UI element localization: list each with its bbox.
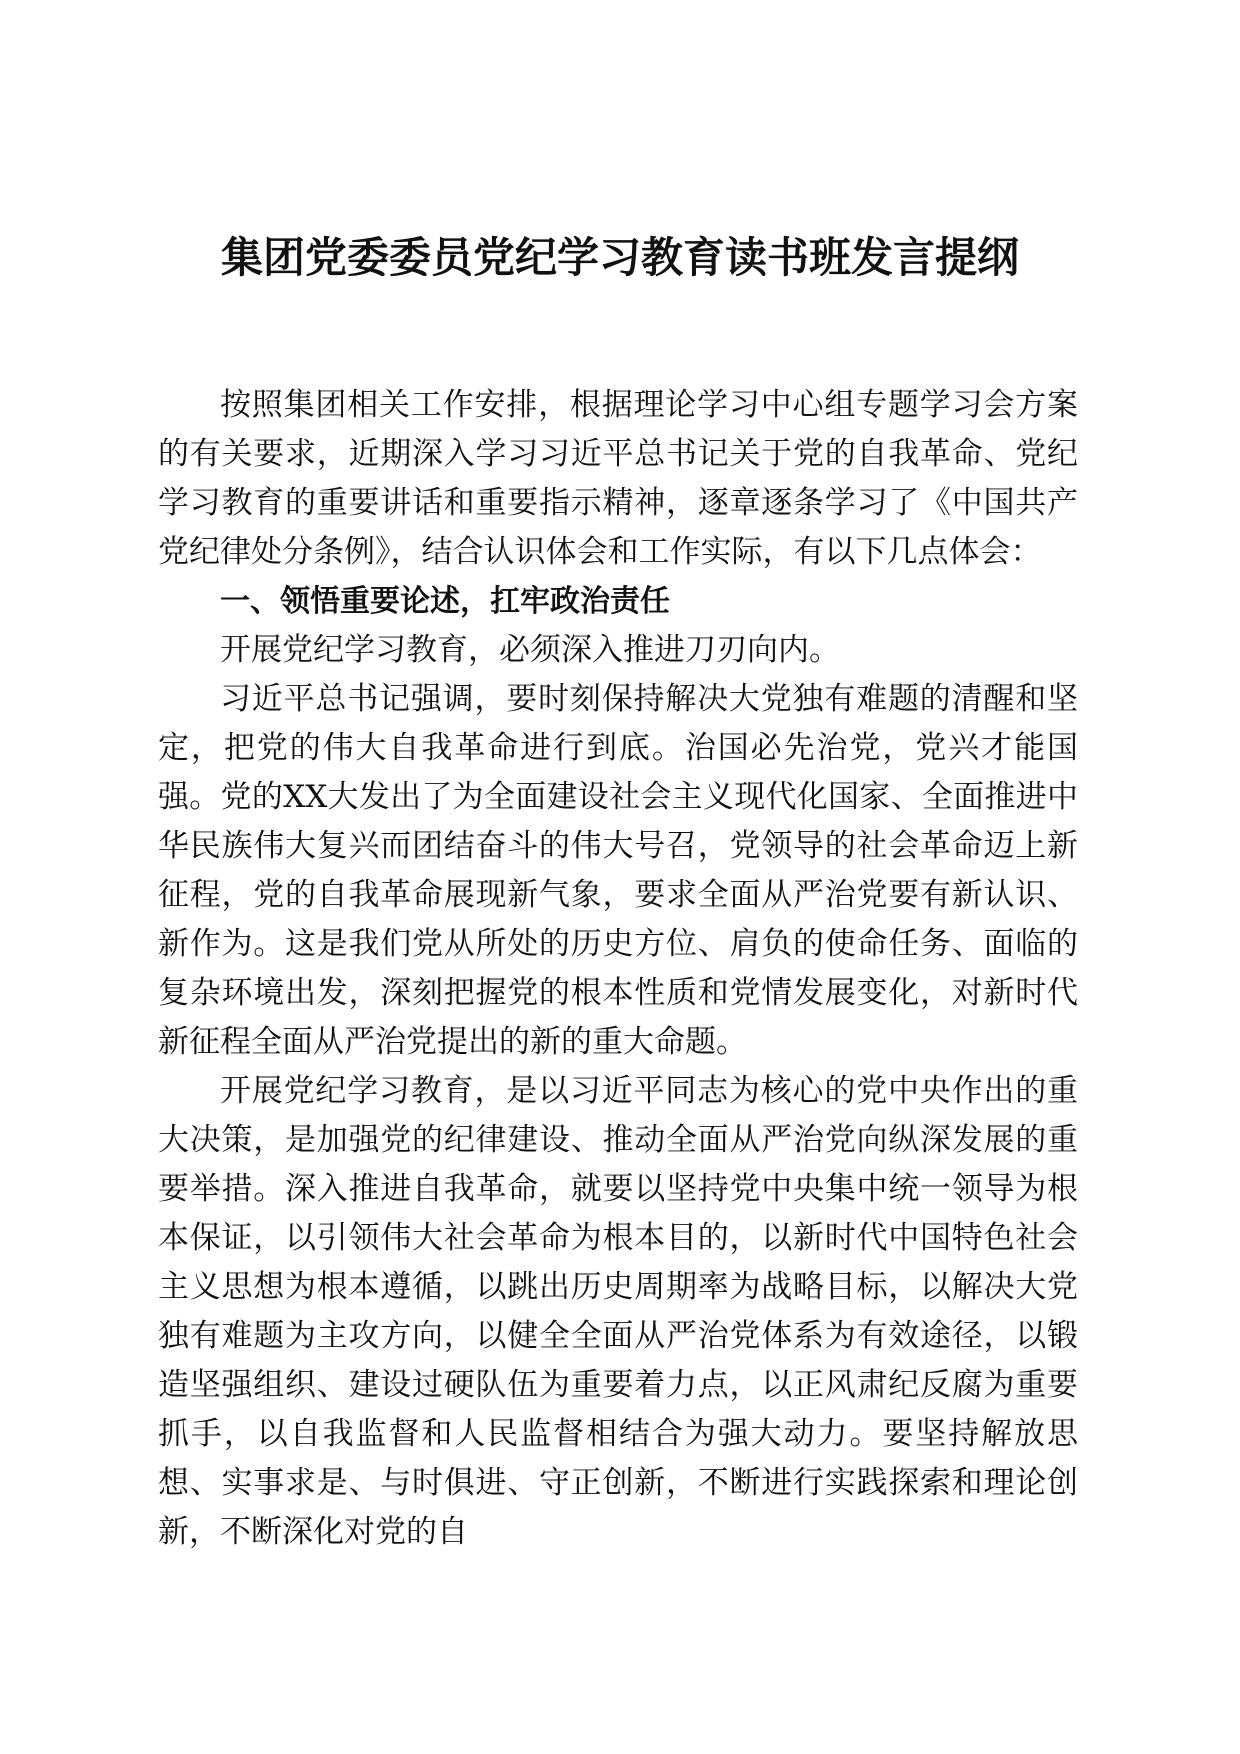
section-lead-paragraph: 开展党纪学习教育，必须深入推进刀刃向内。 [220, 632, 840, 668]
body-paragraph-1: 习近平总书记强调，要时刻保持解决大党独有难题的清醒和坚定，把党的伟大自我革命进行到底。治国必先治党，党兴才能国强。党的XX大发出了为全面建设社会主义现代化国家、全面推进中华民族伟大复兴而团结奋斗的伟大号召，党领导的社会革命迈上新征程，党的自我革命展现新气象，要求全面从严治党要有新认识、新作为。这是我们党从所处的历史方位、肩负的使命任务、面临的复杂环境出发，深刻把握党的根本性质和党情发展变化，对新时代新征程全面从严治党提出的新的重大命题。 [158, 681, 1078, 1060]
document-body [158, 381, 1078, 1557]
body-paragraph-2: 开展党纪学习教育，是以习近平同志为核心的党中央作出的重大决策，是加强党的纪律建设、推动全面从严治党向纵深发展的重要举措。深入推进自我革命，就要以坚持党中央集中统一领导为根本保证，以引领伟大社会革命为根本目的，以新时代中国特色社会主义思想为根本遵循，以跳出历史周期率为战略目标，以解决大党独有难题为主攻方向，以健全全面从严治党体系为有效途径，以锻造坚强组织、建设过硬队伍为重要着力点，以正风肃纪反腐为重要抓手，以自我监督和人民监督相结合为强大动力。要坚持解放思想、实事求是、与时俱进、守正创新，不断进行实践探索和理论创新，不断深化对党的自 [158, 1073, 1078, 1550]
intro-paragraph: 按照集团相关工作安排，根据理论学习中心组专题学习会方案的有关要求，近期深入学习习近平总书记关于党的自我革命、党纪学习教育的重要讲话和重要指示精神，逐章逐条学习了《中国共产党纪律处分条例》，结合认识体会和工作实际，有以下几点体会： [158, 387, 1078, 570]
section-heading-1: 一、领悟重要论述，扛牢政治责任 [220, 584, 670, 619]
document-title: 集团党委委员党纪学习教育读书班发言提纲 [220, 233, 1019, 282]
